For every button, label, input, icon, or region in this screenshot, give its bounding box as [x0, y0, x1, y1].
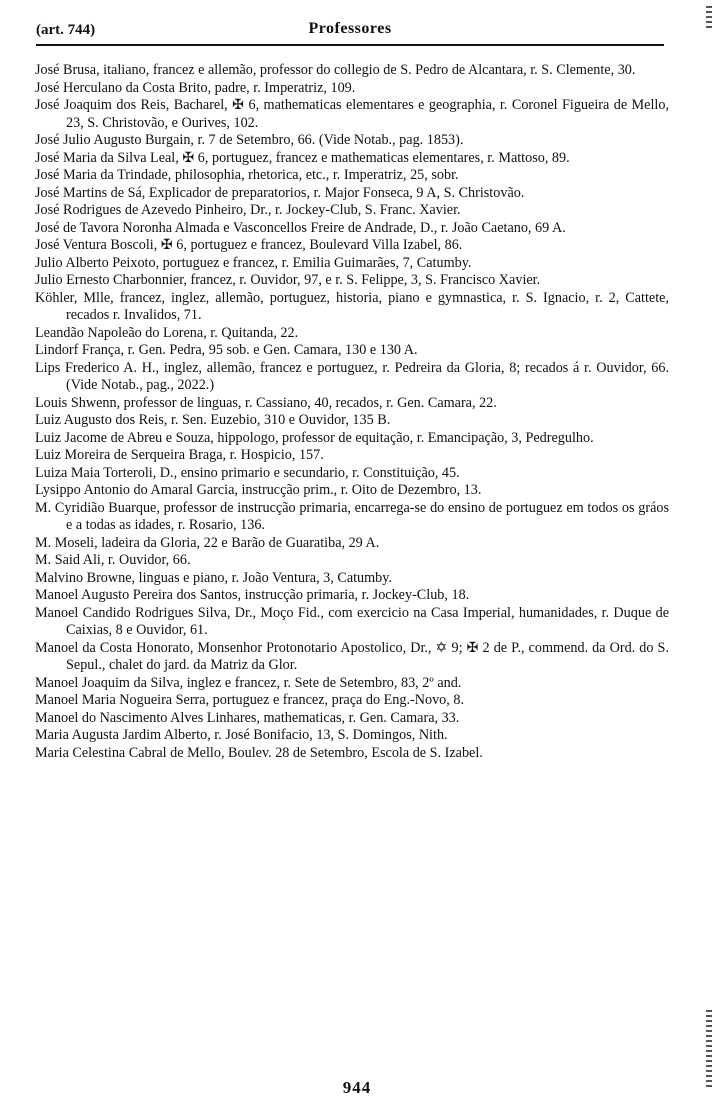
list-item: José Martins de Sá, Explicador de preparatorios, r. Major Fonseca, 9 A, S. Christovão.: [35, 184, 525, 201]
header-rule: [36, 44, 664, 46]
list-item: Luiza Maia Torteroli, D., ensino primario e secundario, r. Constituição, 45.: [35, 464, 460, 481]
list-item: José Rodrigues de Azevedo Pinheiro, Dr., r. Jockey-Club, S. Franc. Xavier.: [35, 202, 461, 218]
list-item: Lindorf França, r. Gen. Pedra, 95 sob. e Gen. Camara, 130 e 130 A.: [35, 342, 418, 358]
list-item: M. Cyridião Buarque, professor de instrucção primaria, encarrega-se do ensino de portuguez em todos os gráos e a todas as idades, r. Rosario, 136.: [35, 499, 669, 533]
list-item: José Ventura Boscoli, ✠ 6, portuguez e francez, Boulevard Villa Izabel, 86.: [35, 237, 463, 253]
list-item: José Joaquim dos Reis, Bacharel, ✠ 6, mathematicas elementares e geographia, r. Coronel Figueira de Mello, 23, S. Christovão, e Ourives, 102.: [35, 97, 669, 131]
page-number: 944: [342, 1078, 372, 1097]
list-item: M. Moseli, ladeira da Gloria, 22 e Barão de Guaratiba, 29 A.: [35, 534, 380, 551]
list-item: Manoel do Nascimento Alves Linhares, mathematicas, r. Gen. Camara, 33.: [35, 709, 460, 726]
list-item: José Herculano da Costa Brito, padre, r. Imperatriz, 109.: [35, 79, 356, 96]
list-item: Malvino Browne, linguas e piano, r. João Ventura, 3, Catumby.: [35, 569, 392, 586]
list-item: Manoel Candido Rodrigues Silva, Dr., Moço Fid., com exercicio na Casa Imperial, humanidades, r. Duque de Caixias, 8 e Ouvidor, 61.: [35, 604, 669, 638]
list-item: José Brusa, italiano, francez e allemão, professor do collegio de S. Pedro de Alcantara, r. S. Clemente, 30.: [35, 62, 636, 78]
list-item: Manoel Joaquim da Silva, inglez e francez, r. Sete de Setembro, 83, 2º and.: [35, 674, 462, 691]
list-item: José Maria da Trindade, philosophia, rhetorica, etc., r. Imperatriz, 25, sobr.: [35, 167, 459, 183]
list-item: José Julio Augusto Burgain, r. 7 de Setembro, 66. (Vide Notab., pag. 1853).: [35, 132, 464, 148]
list-item: José de Tavora Noronha Almada e Vasconcellos Freire de Andrade, D., r. João Caetano, 69 A.: [35, 219, 566, 236]
list-item: Louis Shwenn, professor de linguas, r. Cassiano, 40, recados, r. Gen. Camara, 22.: [35, 394, 497, 411]
list-item: Lips Frederico A. H., inglez, allemão, francez e portuguez, r. Pedreira da Gloria, 8; recados á r. Ouvidor, 66. (Vide Notab., pag., 2022.): [35, 359, 669, 393]
list-item: Manoel da Costa Honorato, Monsenhor Protonotario Apostolico, Dr., ✡ 9; ✠ 2 de P., commend. da Ord. do S. Sepul., chalet do jard. da Matriz da Glor.: [35, 639, 669, 673]
page-header: [36, 20, 664, 44]
page-edge-mark-top: [706, 6, 712, 28]
list-item: Julio Ernesto Charbonnier, francez, r. Ouvidor, 97, e r. S. Felippe, 3, S. Francisco Xavier.: [35, 272, 541, 288]
list-item: Leandão Napoleão do Lorena, r. Quitanda, 22.: [35, 324, 299, 341]
list-item: José Maria da Silva Leal, ✠ 6, portuguez, francez e mathematicas elementares, r. Mattoso, 89.: [35, 149, 570, 166]
list-item: Julio Alberto Peixoto, portuguez e francez, r. Emilia Guimarães, 7, Catumby.: [35, 254, 472, 271]
list-item: Lysippo Antonio do Amaral Garcia, instrucção prim., r. Oito de Dezembro, 13.: [35, 482, 482, 498]
list-item: M. Said Ali, r. Ouvidor, 66.: [35, 552, 191, 568]
list-item: Manoel Maria Nogueira Serra, portuguez e francez, praça do Eng.-Novo, 8.: [35, 692, 464, 708]
list-item: Luiz Jacome de Abreu e Souza, hippologo, professor de equitação, r. Emancipação, 3, Pedregulho.: [35, 429, 594, 446]
list-item: Luiz Augusto dos Reis, r. Sen. Euzebio, 310 e Ouvidor, 135 B.: [35, 412, 391, 428]
page-title: Professores: [308, 20, 392, 37]
list-item: Maria Augusta Jardim Alberto, r. José Bonifacio, 13, S. Domingos, Nith.: [35, 727, 448, 743]
list-item: Köhler, Mlle, francez, inglez, allemão, portuguez, historia, piano e gymnastica, r. S. Ignacio, r. 2, Cattete, recados r. Invalidos, 71.: [35, 289, 669, 323]
professor-list: [35, 62, 669, 762]
page-edge-mark-bottom: [706, 1010, 712, 1090]
article-reference: (art. 744): [36, 22, 96, 38]
list-item: Manoel Augusto Pereira dos Santos, instrucção primaria, r. Jockey-Club, 18.: [35, 587, 470, 603]
list-item: Maria Celestina Cabral de Mello, Boulev. 28 de Setembro, Escola de S. Izabel.: [35, 744, 483, 761]
list-item: Luiz Moreira de Serqueira Braga, r. Hospicio, 157.: [35, 447, 324, 463]
